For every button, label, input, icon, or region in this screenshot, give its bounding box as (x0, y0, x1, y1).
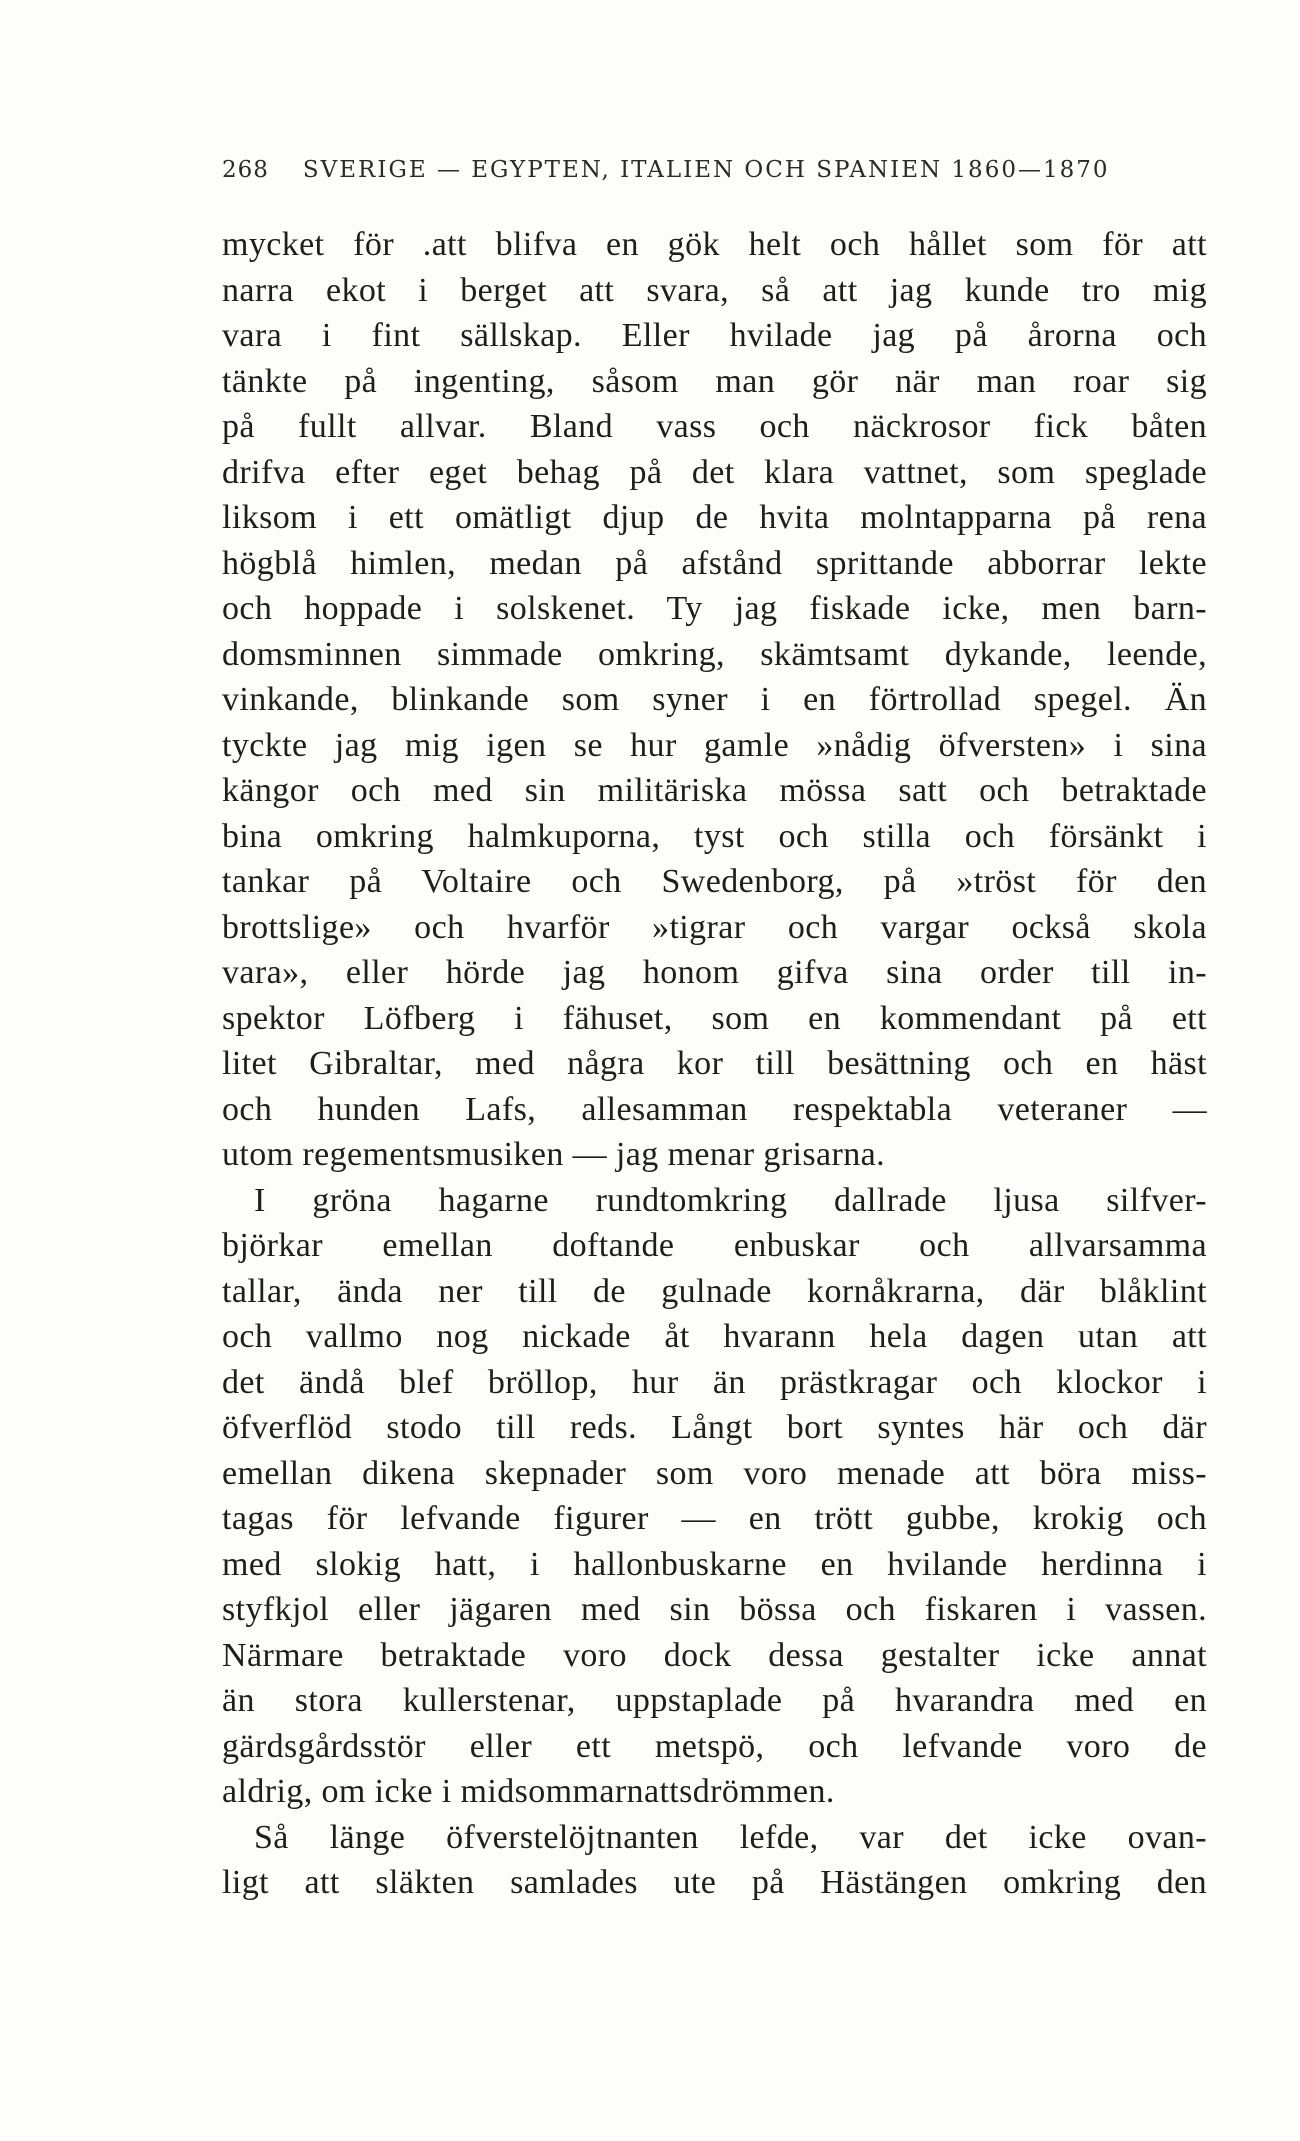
text-line: det ändå blef bröllop, hur än prästkragar och klockor i (222, 1363, 1207, 1401)
text-line: Så länge öfverstelöjtnanten lefde, var det icke ovan- (254, 1818, 1207, 1856)
text-line: ligt att släkten samlades ute på Hästängen omkring den (222, 1864, 1207, 1901)
text-line: Närmare betraktade voro dock dessa gestalter icke annat (222, 1636, 1207, 1674)
text-line: utom regementsmusiken — jag menar grisarna. (222, 1136, 886, 1173)
text-line: än stora kullerstenar, uppstaplade på hvarandra med en (222, 1682, 1207, 1719)
text-line: drifva efter eget behag på det klara vattnet, som speglade (222, 453, 1207, 491)
text-line: brottslige» och hvarför »tigrar och vargar också skola (222, 908, 1207, 946)
text-line: styfkjol eller jägaren med sin bössa och fiskaren i vassen. (222, 1591, 1207, 1628)
text-line: mycket för .att blifva en gök helt och hållet som för att (222, 226, 1207, 263)
text-line: spektor Löfberg i fähuset, som en kommendant på ett (222, 999, 1207, 1037)
text-line: litet Gibraltar, med några kor till besättning och en häst (222, 1045, 1207, 1082)
text-line: vara i fint sällskap. Eller hvilade jag på årorna och (222, 317, 1207, 354)
text-line: vinkande, blinkande som syner i en förtrollad spegel. Än (222, 681, 1207, 718)
text-line: vara», eller hörde jag honom gifva sina order till in- (222, 954, 1207, 991)
text-line: tyckte jag mig igen se hur gamle »nådig öfversten» i sina (222, 726, 1207, 764)
text-line: aldrig, om icke i midsommarnattsdrömmen. (222, 1773, 835, 1810)
text-line: tankar på Voltaire och Swedenborg, på »tröst för den (222, 863, 1207, 900)
text-line: och vallmo nog nickade åt hvarann hela dagen utan att (222, 1318, 1207, 1355)
text-line: tänkte på ingenting, såsom man gör när man roar sig (222, 362, 1207, 400)
text-line: tallar, ända ner till de gulnade kornåkrarna, där blåklint (222, 1272, 1207, 1310)
text-line: tagas för lefvande figurer — en trött gubbe, krokig och (222, 1500, 1207, 1537)
page-header (222, 157, 1142, 183)
text-line: på fullt allvar. Bland vass och näckrosor fick båten (222, 408, 1207, 445)
running-title: SVERIGE — EGYPTEN, ITALIEN OCH SPANIEN 1860—1870 (302, 157, 1110, 183)
page-number: 268 (222, 157, 269, 183)
text-line: narra ekot i berget att svara, så att jag kunde tro mig (222, 271, 1207, 309)
text-line: bina omkring halmkuporna, tyst och stilla och försänkt i (222, 817, 1207, 855)
text-line: domsminnen simmade omkring, skämtsamt dykande, leende, (222, 635, 1207, 673)
text-line: kängor och med sin militäriska mössa satt och betraktade (222, 772, 1207, 809)
text-line: liksom i ett omätligt djup de hvita molntapparna på rena (222, 499, 1207, 536)
text-line: gärdsgårdsstör eller ett metspö, och lefvande voro de (222, 1727, 1207, 1765)
text-line: och hoppade i solskenet. Ty jag fiskade icke, men barn- (222, 590, 1207, 627)
text-line: med slokig hatt, i hallonbuskarne en hvilande herdinna i (222, 1545, 1207, 1583)
body-text (222, 222, 1207, 1906)
text-line: och hunden Lafs, allesamman respektabla veteraner — (222, 1090, 1207, 1128)
text-line: I gröna hagarne rundtomkring dallrade ljusa silfver- (254, 1181, 1207, 1219)
text-line: öfverflöd stodo till reds. Långt bort syntes här och där (222, 1409, 1207, 1446)
text-line: högblå himlen, medan på afstånd sprittande abborrar lekte (222, 544, 1207, 582)
text-line: björkar emellan doftande enbuskar och allvarsamma (222, 1227, 1207, 1264)
text-line: emellan dikena skepnader som voro menade att böra miss- (222, 1454, 1207, 1492)
